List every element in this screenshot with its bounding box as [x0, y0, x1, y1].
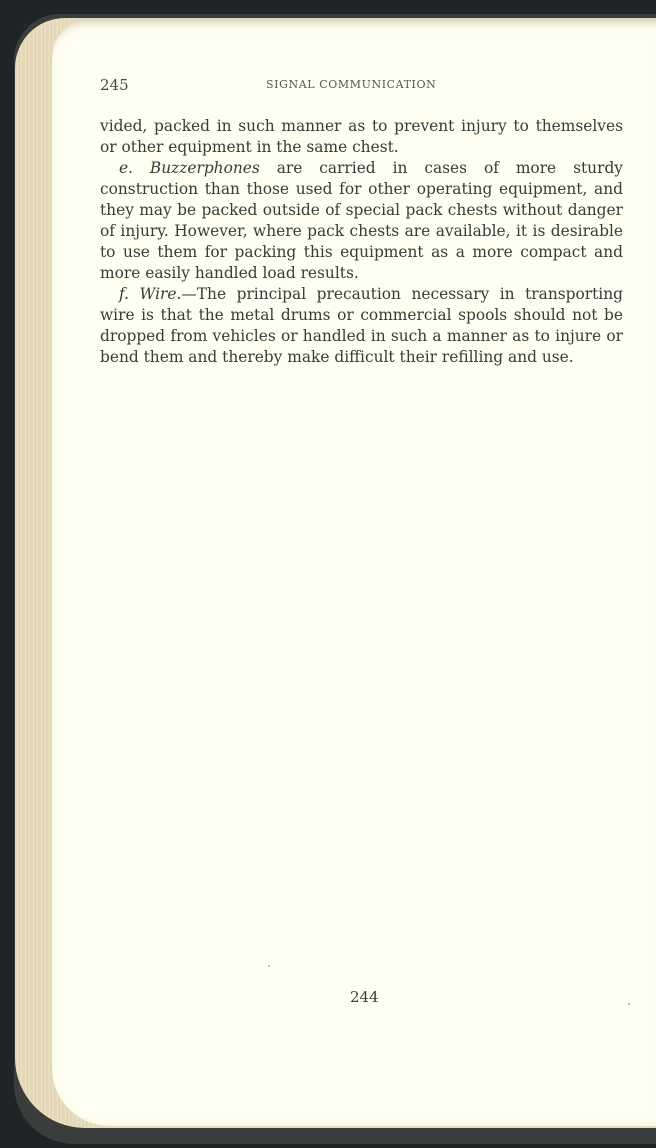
- header-page-number: 245: [100, 76, 129, 94]
- paragraph-lead: f. Wire.: [119, 285, 182, 303]
- paragraph-text: vided, packed in such manner as to prevent injury to themselves or other equipment in the same chest.: [100, 117, 623, 156]
- paragraph-lead: e. Buzzerphones: [119, 159, 260, 177]
- body-text: [100, 116, 623, 368]
- paragraph-text: —The principal precaution necessary in transporting wire is that the metal drums or commercial spools should not be dropped from vehicles or handled in such a manner as to injure or bend them and thereby make difficult their refilling and use.: [100, 285, 623, 366]
- paragraph-wire: [100, 284, 623, 368]
- paper-speck: [268, 965, 270, 967]
- paragraph-text: are carried in cases of more sturdy construction than those used for other operating equipment, and they may be packed outside of special pack chests without danger of injury. However, where pack chests are available, it is desirable to use them for packing this equipment as a more compact and more easily handled load results.: [100, 159, 623, 282]
- page-header: [100, 76, 623, 94]
- footer-page-number: 244: [350, 988, 379, 1006]
- paragraph-buzzerphones: [100, 158, 623, 284]
- paper-speck: [628, 1003, 630, 1005]
- paragraph-continuation: [100, 116, 623, 158]
- running-title: SIGNAL COMMUNICATION: [266, 78, 437, 91]
